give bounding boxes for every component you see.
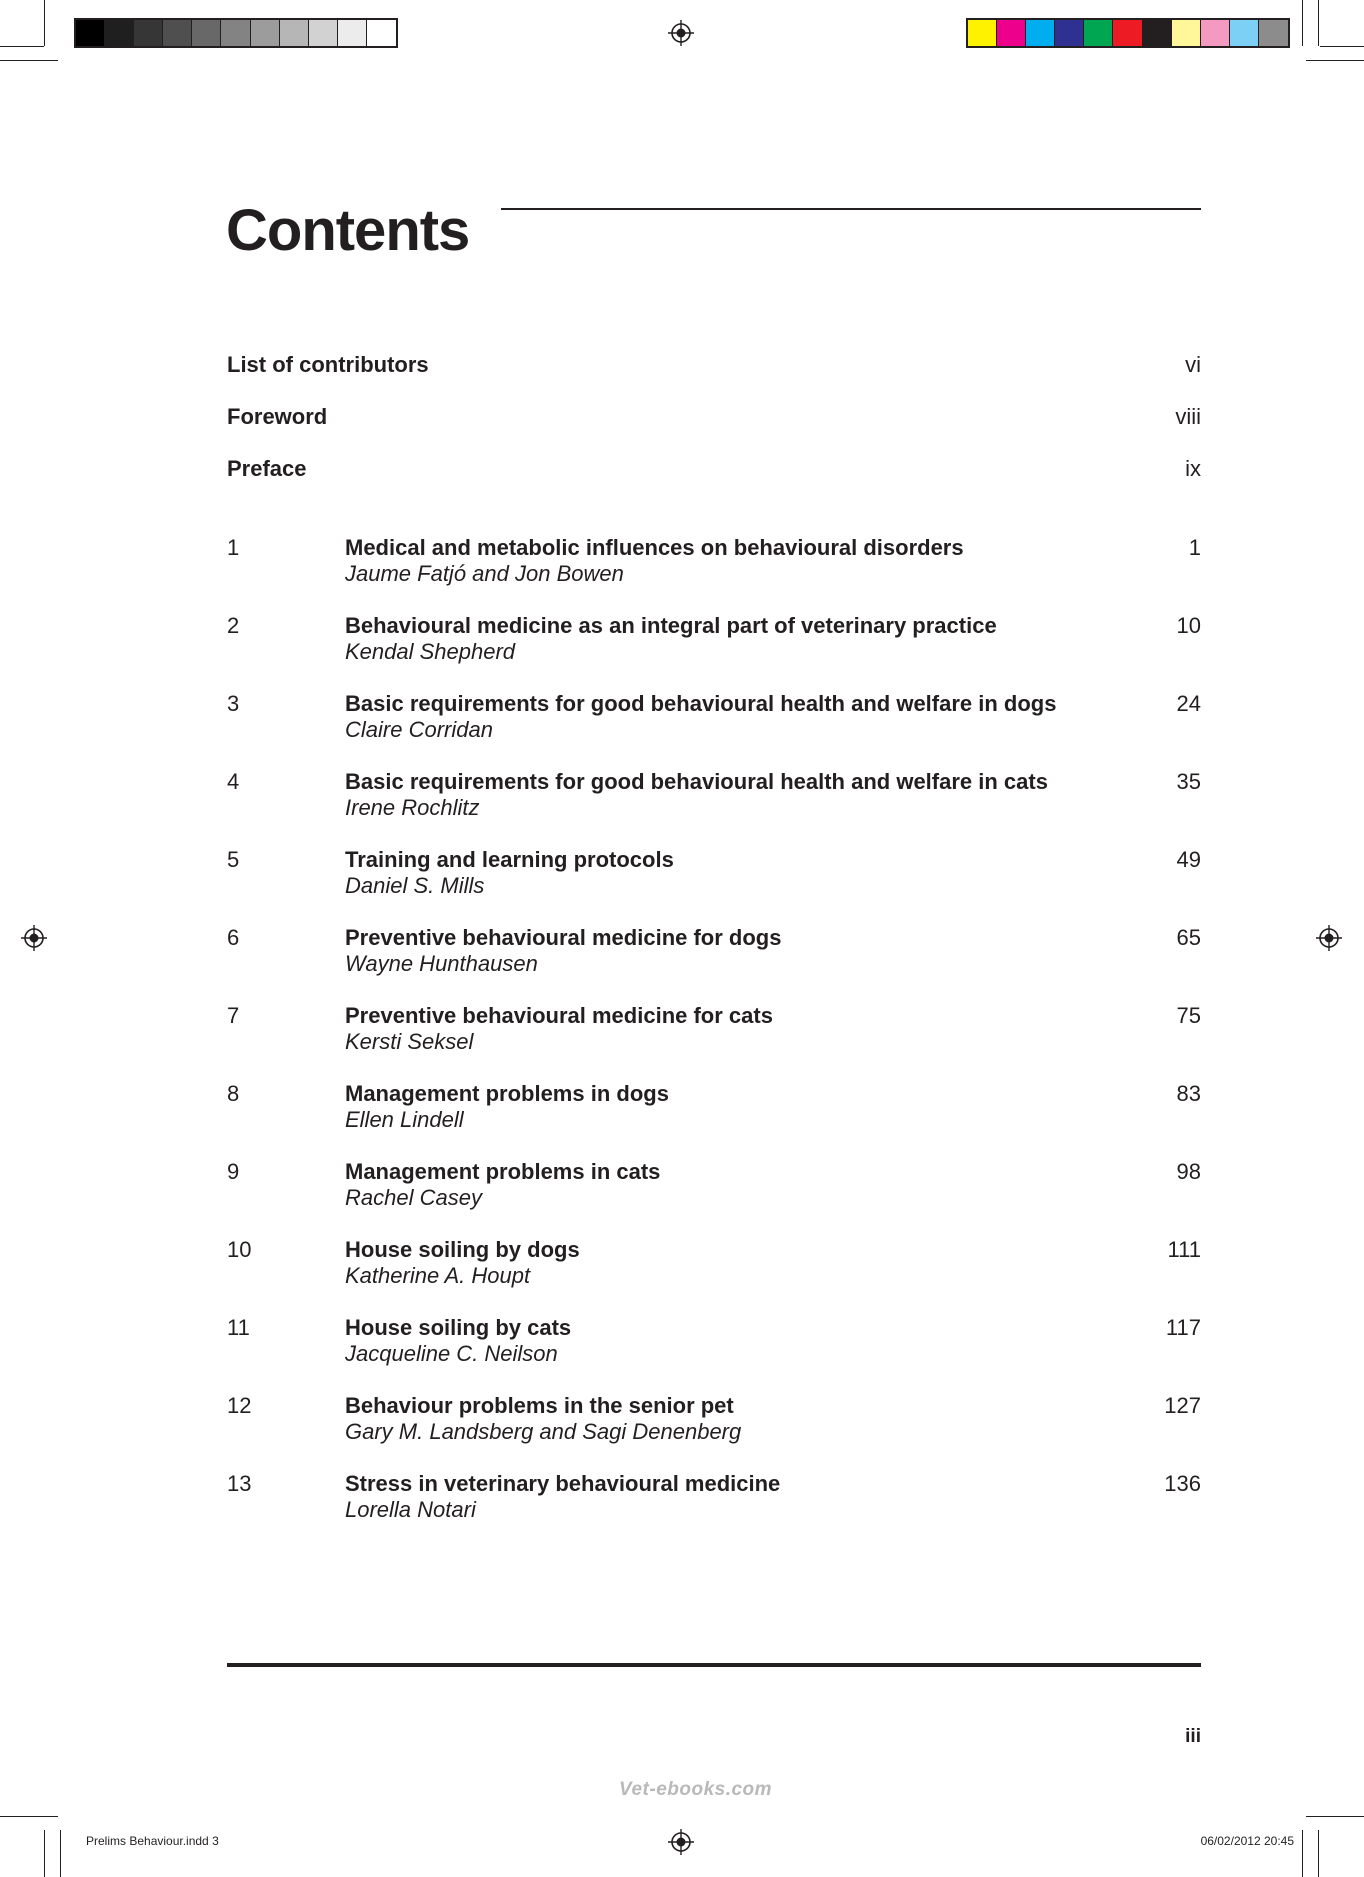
chapter-title: Preventive behavioural medicine for cats — [345, 1003, 773, 1028]
chapter-number: 1 — [227, 535, 240, 560]
process-color-bar — [966, 18, 1290, 48]
chapter-number: 13 — [227, 1471, 252, 1496]
front-matter-label: Foreword — [227, 404, 328, 429]
chapter-page: 117 — [1165, 1315, 1201, 1340]
chapter-entry[interactable] — [227, 534, 1201, 588]
color-swatch — [192, 20, 221, 46]
color-swatch — [221, 20, 250, 46]
chapter-page: 10 — [1176, 613, 1201, 638]
color-swatch — [1201, 20, 1230, 46]
chapter-entry[interactable] — [227, 690, 1201, 744]
chapter-author: Katherine A. Houpt — [345, 1263, 531, 1288]
chapter-number: 9 — [227, 1159, 240, 1184]
page-number: iii — [1185, 1726, 1201, 1747]
chapter-author: Wayne Hunthausen — [345, 951, 538, 976]
title-rule — [501, 208, 1201, 210]
chapter-page: 136 — [1164, 1471, 1201, 1496]
chapter-entry[interactable] — [227, 924, 1201, 978]
chapter-entry[interactable] — [227, 1080, 1201, 1134]
color-swatch — [1055, 20, 1084, 46]
chapter-author: Kendal Shepherd — [345, 639, 516, 664]
chapter-entry[interactable] — [227, 612, 1201, 666]
chapter-title: House soiling by dogs — [345, 1237, 580, 1262]
chapter-entry[interactable] — [227, 1158, 1201, 1212]
chapter-entry[interactable] — [227, 1392, 1201, 1446]
front-matter-label: Preface — [227, 456, 307, 481]
chapter-title: Behaviour problems in the senior pet — [345, 1393, 734, 1418]
chapter-number: 3 — [227, 691, 240, 716]
registration-mark-icon — [668, 20, 694, 46]
color-swatch — [134, 20, 163, 46]
color-swatch — [163, 20, 192, 46]
chapter-number: 8 — [227, 1081, 240, 1106]
chapter-author: Ellen Lindell — [345, 1107, 464, 1132]
chapter-entry[interactable] — [227, 1002, 1201, 1056]
chapter-page: 65 — [1176, 925, 1201, 950]
color-swatch — [1113, 20, 1142, 46]
color-swatch — [1230, 20, 1259, 46]
chapter-number: 7 — [227, 1003, 240, 1028]
crop-mark — [0, 1816, 58, 1817]
color-swatch — [997, 20, 1026, 46]
color-swatch — [76, 20, 105, 46]
chapter-title: Behavioural medicine as an integral part of veterinary practice — [345, 613, 997, 638]
front-matter-item[interactable] — [227, 455, 1201, 483]
color-swatch — [968, 20, 997, 46]
color-swatch — [338, 20, 367, 46]
chapter-page: 24 — [1176, 691, 1201, 716]
chapter-author: Kersti Seksel — [345, 1029, 474, 1054]
crop-mark — [1306, 60, 1364, 61]
chapter-author: Rachel Casey — [345, 1185, 482, 1210]
chapter-number: 5 — [227, 847, 240, 872]
chapter-title: Preventive behavioural medicine for dogs — [345, 925, 782, 950]
chapter-title: Basic requirements for good behavioural health and welfare in dogs — [345, 691, 1057, 716]
chapter-author: Daniel S. Mills — [345, 873, 485, 898]
color-swatch — [1143, 20, 1172, 46]
chapter-entry[interactable] — [227, 1236, 1201, 1290]
registration-mark-icon — [21, 925, 47, 951]
chapter-number: 11 — [227, 1315, 250, 1340]
chapter-entry[interactable] — [227, 1314, 1201, 1368]
chapter-entry[interactable] — [227, 846, 1201, 900]
registration-mark-icon — [668, 1829, 694, 1855]
color-swatch — [1026, 20, 1055, 46]
crop-mark — [1318, 0, 1319, 46]
chapter-author: Lorella Notari — [345, 1497, 476, 1522]
color-swatch — [1259, 20, 1288, 46]
slug-datetime: 06/02/2012 20:45 — [1200, 1834, 1294, 1848]
chapter-page: 75 — [1176, 1003, 1201, 1028]
color-swatch — [251, 20, 280, 46]
color-swatch — [1172, 20, 1201, 46]
crop-mark — [1320, 46, 1364, 47]
chapter-page: 98 — [1176, 1159, 1201, 1184]
chapter-title: Management problems in dogs — [345, 1081, 669, 1106]
crop-mark — [44, 0, 45, 46]
crop-mark — [1302, 0, 1303, 46]
front-matter-item[interactable] — [227, 351, 1201, 379]
crop-mark — [1306, 1816, 1364, 1817]
front-matter-label: List of contributors — [227, 352, 429, 377]
watermark: Vet-ebooks.com — [619, 1779, 773, 1800]
crop-mark — [0, 46, 44, 47]
chapter-title: Training and learning protocols — [345, 847, 674, 872]
registration-mark-icon — [1316, 925, 1342, 951]
chapter-page: 1 — [1188, 535, 1201, 560]
front-matter-page: ix — [1185, 456, 1201, 481]
color-swatch — [309, 20, 338, 46]
chapter-title: Medical and metabolic influences on behavioural disorders — [345, 535, 964, 560]
page-title: Contents — [226, 198, 470, 263]
crop-mark — [1318, 1830, 1319, 1877]
chapter-title: House soiling by cats — [345, 1315, 572, 1340]
chapter-number: 4 — [227, 769, 240, 794]
chapter-title: Basic requirements for good behavioural health and welfare in cats — [345, 769, 1048, 794]
slug-filename: Prelims Behaviour.indd 3 — [86, 1834, 219, 1848]
chapter-author: Irene Rochlitz — [345, 795, 480, 820]
chapter-page: 111 — [1167, 1237, 1201, 1262]
bottom-rule — [227, 1663, 1201, 1667]
crop-mark — [44, 1830, 45, 1877]
chapter-author: Jaume Fatjó and Jon Bowen — [345, 561, 624, 586]
color-swatch — [367, 20, 396, 46]
chapter-page: 49 — [1176, 847, 1201, 872]
chapter-number: 12 — [227, 1393, 252, 1418]
chapter-title: Management problems in cats — [345, 1159, 661, 1184]
grayscale-color-bar — [74, 18, 398, 48]
chapter-page: 35 — [1176, 769, 1201, 794]
color-swatch — [280, 20, 309, 46]
crop-mark — [1302, 1830, 1303, 1877]
chapter-page: 83 — [1176, 1081, 1201, 1106]
front-matter-item[interactable] — [227, 403, 1201, 431]
chapter-number: 2 — [227, 613, 240, 638]
chapter-author: Claire Corridan — [345, 717, 493, 742]
chapter-entry[interactable] — [227, 768, 1201, 822]
chapter-page: 127 — [1164, 1393, 1201, 1418]
crop-mark — [60, 1830, 61, 1877]
color-swatch — [1084, 20, 1113, 46]
front-matter-page: vi — [1185, 352, 1201, 377]
chapter-entry[interactable] — [227, 1470, 1201, 1524]
color-swatch — [105, 20, 134, 46]
crop-mark — [0, 60, 58, 61]
chapter-title: Stress in veterinary behavioural medicine — [345, 1471, 781, 1496]
chapter-number: 10 — [227, 1237, 252, 1262]
front-matter-page: viii — [1175, 404, 1201, 429]
chapter-author: Gary M. Landsberg and Sagi Denenberg — [345, 1419, 742, 1444]
chapter-number: 6 — [227, 925, 240, 950]
chapter-author: Jacqueline C. Neilson — [345, 1341, 558, 1366]
